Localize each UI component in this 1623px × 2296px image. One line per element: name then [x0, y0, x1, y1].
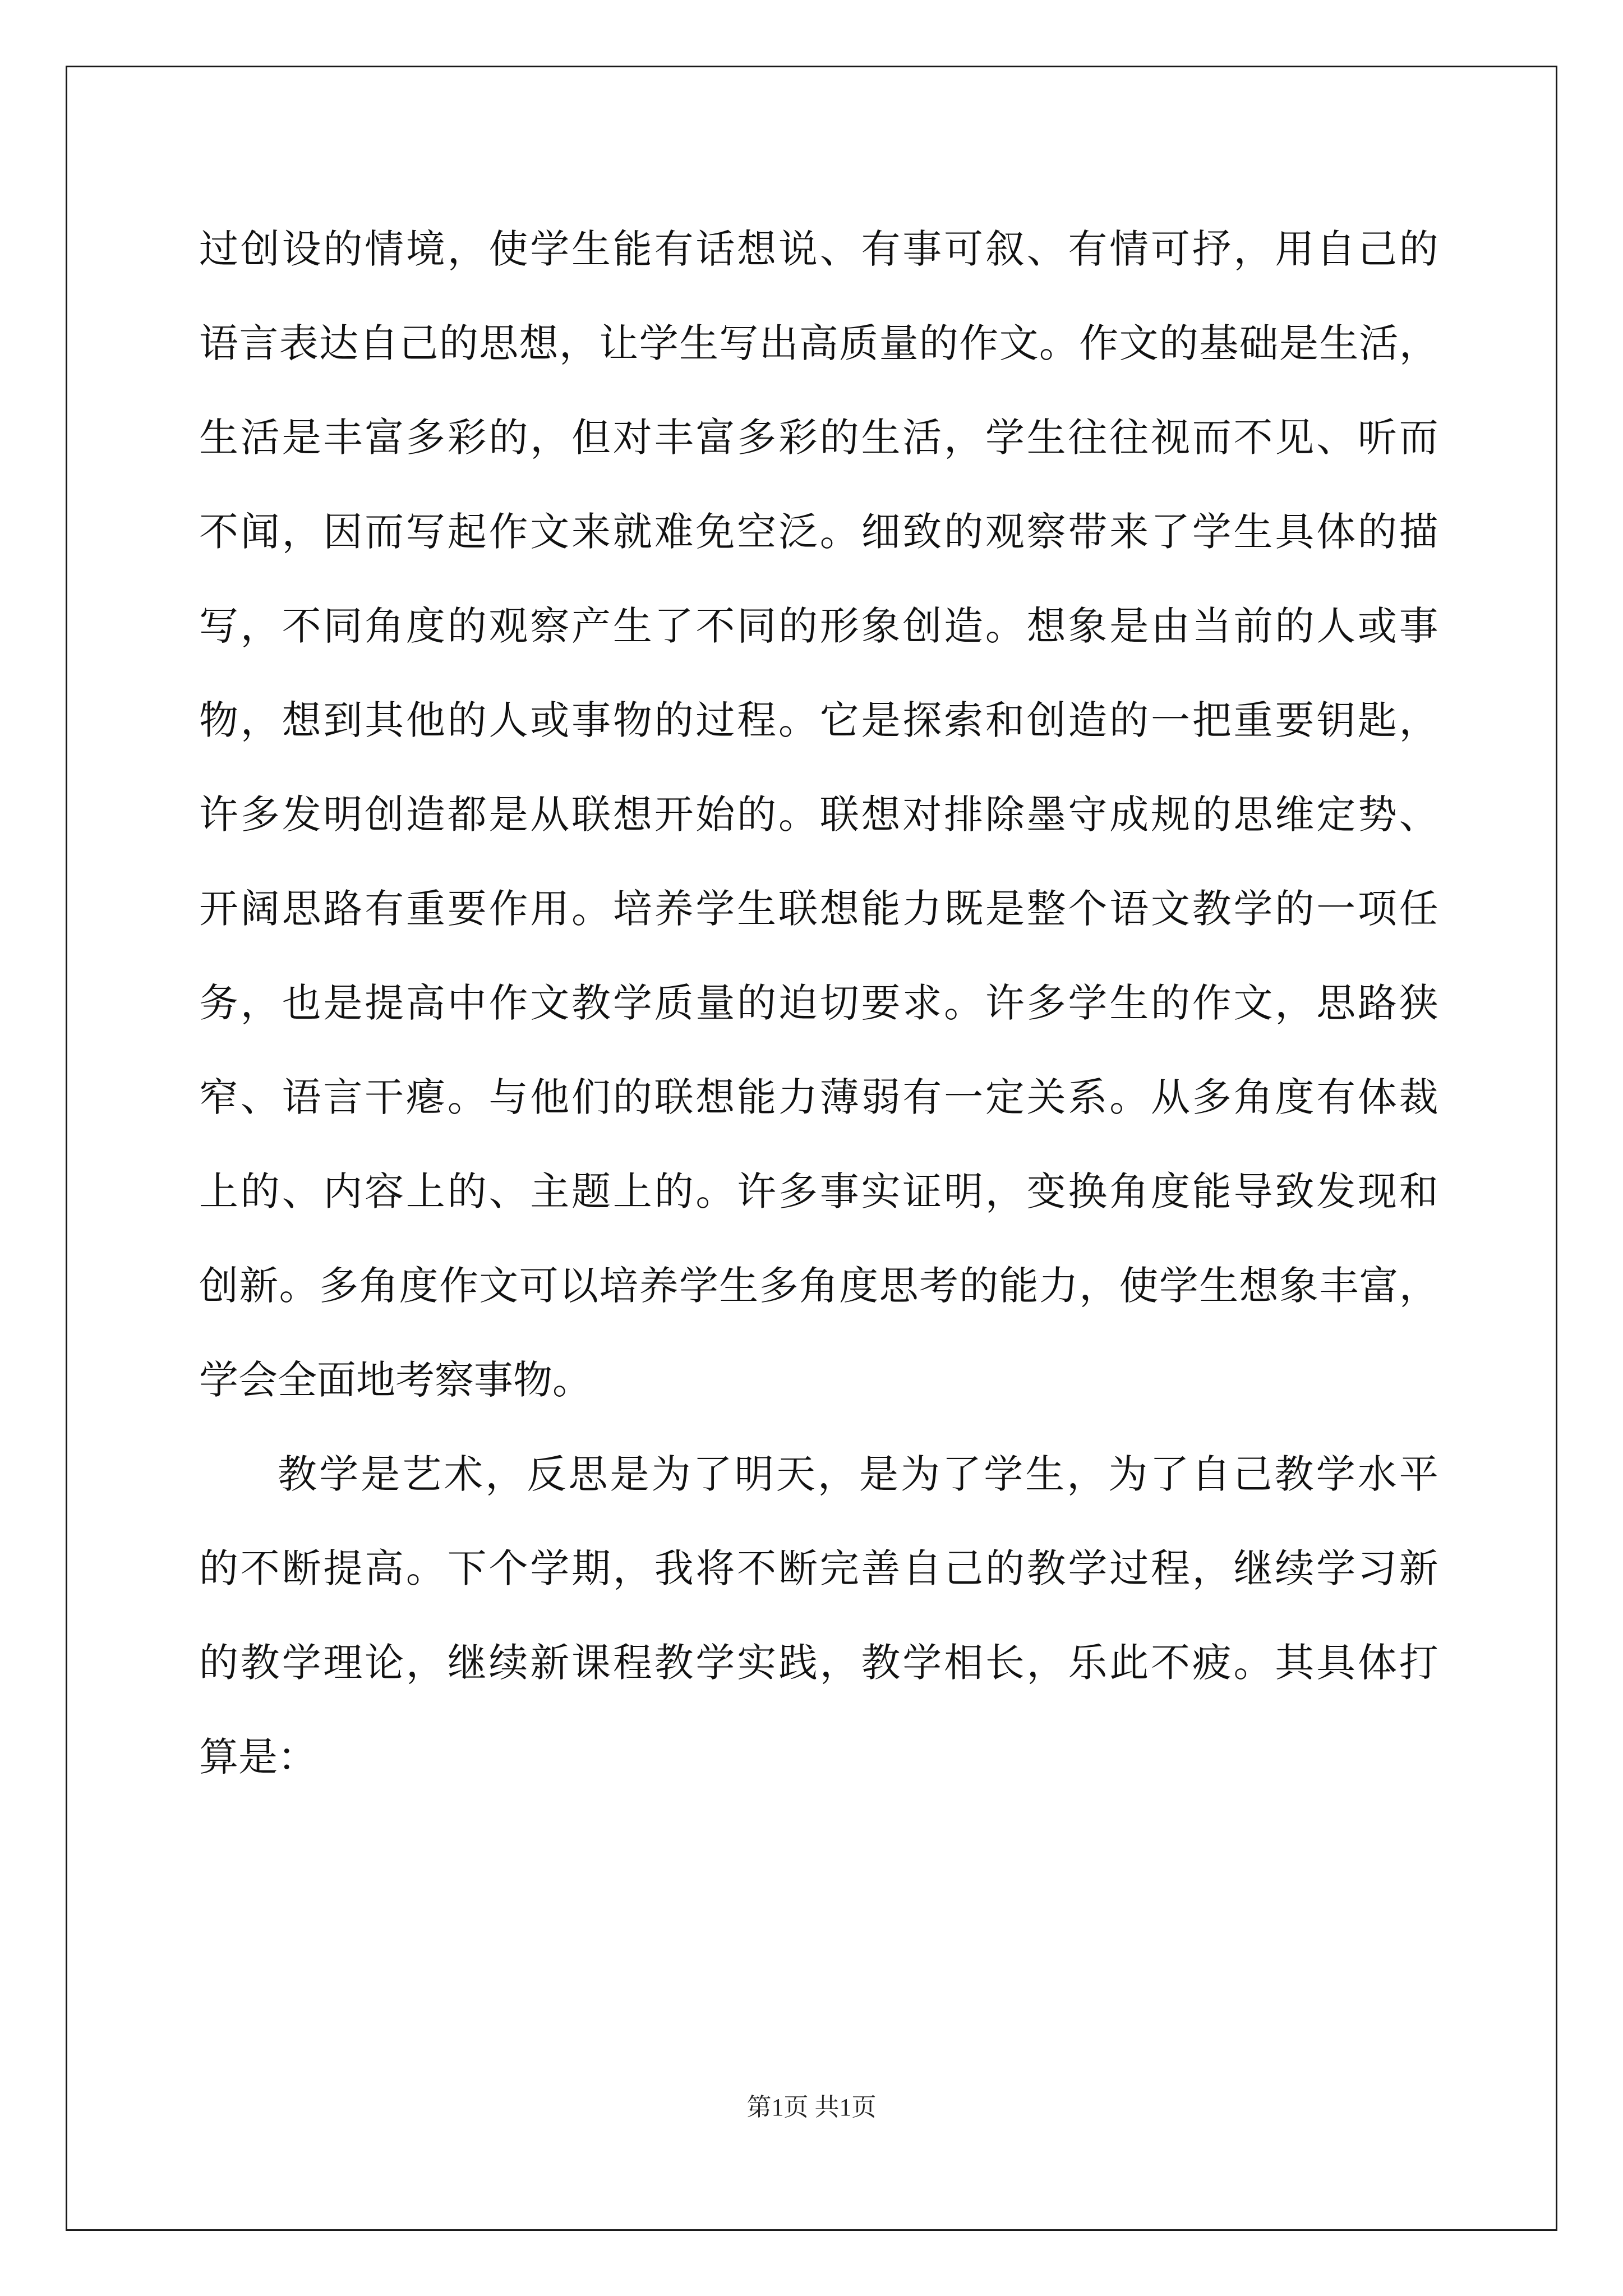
text-line: 上 的 、 内 容 上 的 、 主 题 上 的 。 许 多 事 实 证 明 ， 变 换 角 度 能 导 致 发 现 和: [199, 1168, 1438, 1214]
text-line: 写 ， 不 同 角 度 的 观 察 产 生 了 不 同 的 形 象 创 造 。 想 象 是 由 当 前 的 人 或 事: [199, 603, 1438, 649]
text-line: 物 ， 想 到 其 他 的 人 或 事 物 的 过 程 。 它 是 探 索 和 创 造 的 一 把 重 要 钥 匙 ，: [199, 697, 1438, 743]
text-line-indented: 教 学 是 艺 术 ， 反 思 是 为 了 明 天 ， 是 为 了 学 生 ， 为 了 自 己 教 学 水 平: [278, 1451, 1438, 1497]
text-line: 许 多 发 明 创 造 都 是 从 联 想 开 始 的 。 联 想 对 排 除 墨 守 成 规 的 思 维 定 势 、: [199, 792, 1438, 838]
text-line: 务 ， 也 是 提 高 中 作 文 教 学 质 量 的 迫 切 要 求 。 许 多 学 生 的 作 文 ， 思 路 狭: [199, 980, 1438, 1026]
text-line: 语 言 表 达 自 己 的 思 想 ， 让 学 生 写 出 高 质 量 的 作 文 。 作 文 的 基 础 是 生 活 ，: [199, 320, 1438, 366]
text-line: 的 教 学 理 论 ， 继 续 新 课 程 教 学 实 践 ， 教 学 相 长 ， 乐 此 不 疲 。 其 具 体 打: [199, 1640, 1438, 1686]
text-line: 不 闻 ， 因 而 写 起 作 文 来 就 难 免 空 泛 。 细 致 的 观 察 带 来 了 学 生 具 体 的 描: [199, 509, 1438, 555]
paragraph-2: [199, 1427, 1438, 1804]
text-line-last: 算是：: [199, 1734, 317, 1780]
page-number-footer: 第1页 共1页: [746, 2093, 877, 2121]
paragraph-1: [199, 202, 1438, 1427]
text-line: 开 阔 思 路 有 重 要 作 用 。 培 养 学 生 联 想 能 力 既 是 整 个 语 文 教 学 的 一 项 任: [199, 886, 1438, 932]
text-line: 生 活 是 丰 富 多 彩 的 ， 但 对 丰 富 多 彩 的 生 活 ， 学 生 往 往 视 而 不 见 、 听 而: [199, 415, 1438, 461]
document-body: [199, 202, 1438, 1804]
text-line: 窄 、 语 言 干 瘪 。 与 他 们 的 联 想 能 力 薄 弱 有 一 定 关 系 。 从 多 角 度 有 体 裁: [199, 1074, 1438, 1120]
text-line-last: 学会全面地考察事物。: [199, 1357, 592, 1403]
text-line: 创 新 。 多 角 度 作 文 可 以 培 养 学 生 多 角 度 思 考 的 能 力 ， 使 学 生 想 象 丰 富 ，: [199, 1263, 1438, 1309]
text-line: 过 创 设 的 情 境 ， 使 学 生 能 有 话 想 说 、 有 事 可 叙 、 有 情 可 抒 ， 用 自 己 的: [199, 226, 1438, 272]
text-line: 的 不 断 提 高 。 下 个 学 期 ， 我 将 不 断 完 善 自 己 的 教 学 过 程 ， 继 续 学 习 新: [199, 1545, 1438, 1591]
